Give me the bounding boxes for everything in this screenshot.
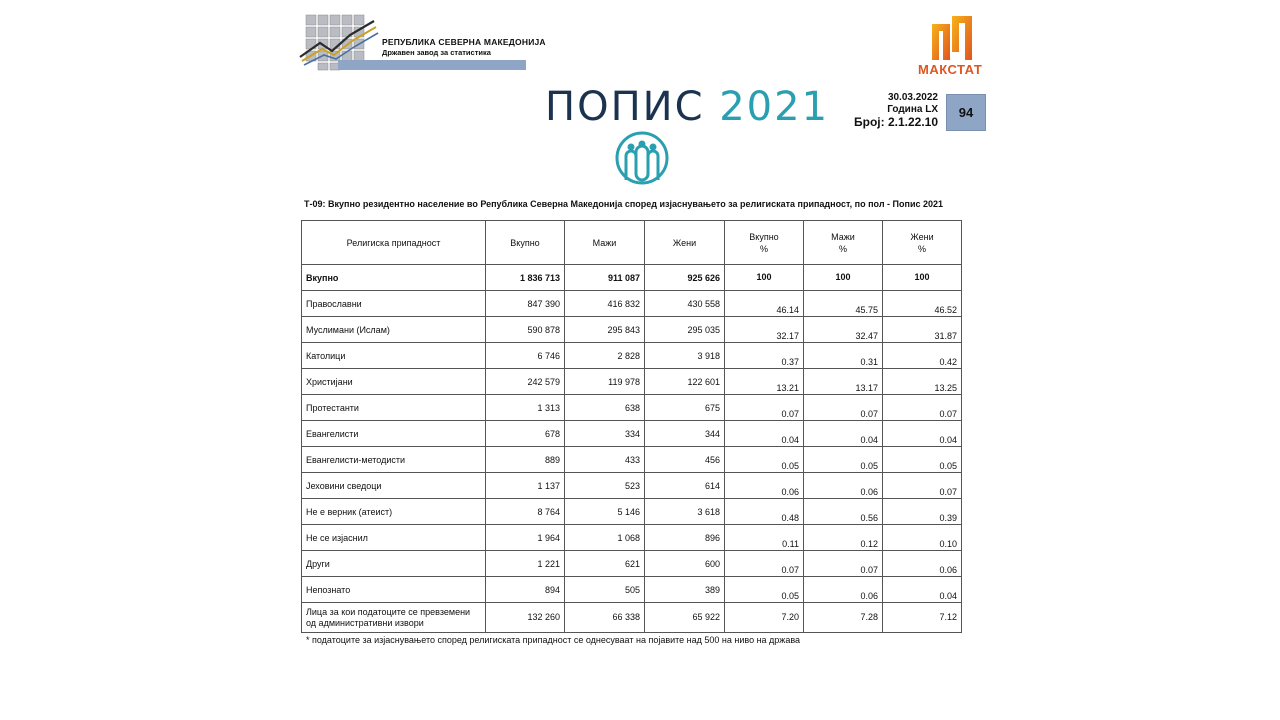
row-label: Православни [302, 291, 486, 317]
table-row [302, 525, 962, 551]
row-label: Католици [302, 343, 486, 369]
row-label: Други [302, 551, 486, 577]
table-row [302, 291, 962, 317]
cell-male: 5 146 [565, 499, 645, 525]
cell-female: 456 [645, 447, 725, 473]
cell-female: 344 [645, 421, 725, 447]
cell-total: 1 313 [486, 395, 565, 421]
cell-total-pct: 0.37 [725, 343, 804, 369]
table-row [302, 343, 962, 369]
cell-female-pct: 13.25 [883, 369, 962, 395]
cell-female: 600 [645, 551, 725, 577]
row-label: Вкупно [302, 265, 486, 291]
table-row [302, 395, 962, 421]
cell-female-pct: 0.04 [883, 421, 962, 447]
row-label: Не е верник (атеист) [302, 499, 486, 525]
cell-total: 8 764 [486, 499, 565, 525]
cell-female: 3 618 [645, 499, 725, 525]
cell-total-pct: 13.21 [725, 369, 804, 395]
cell-female-pct: 0.04 [883, 577, 962, 603]
cell-total-pct: 0.06 [725, 473, 804, 499]
cell-male-pct: 0.06 [804, 577, 883, 603]
cell-male: 1 068 [565, 525, 645, 551]
cell-male: 2 828 [565, 343, 645, 369]
cell-female-pct: 0.42 [883, 343, 962, 369]
cell-total: 6 746 [486, 343, 565, 369]
bulletin-meta [830, 92, 938, 128]
cell-male-pct: 0.05 [804, 447, 883, 473]
col-header-female-pct: Жени % [883, 221, 962, 265]
cell-female-pct: 7.12 [883, 603, 962, 633]
org-name: РЕПУБЛИКА СЕВЕРНА МАКЕДОНИЈА [382, 37, 546, 47]
cell-female: 389 [645, 577, 725, 603]
cell-total-pct: 46.14 [725, 291, 804, 317]
cell-male: 416 832 [565, 291, 645, 317]
cell-total-pct: 0.07 [725, 551, 804, 577]
row-label: Евангелисти [302, 421, 486, 447]
cell-female: 122 601 [645, 369, 725, 395]
census-title-word: ПОПИС [545, 84, 705, 130]
issue-date: 30.03.2022 [887, 92, 938, 103]
cell-female-pct: 0.07 [883, 473, 962, 499]
footnote: * податоците за изјаснувањето според религиската припадност се однесуваат на појавите над 500 на ниво на држава [306, 635, 801, 645]
cell-total: 889 [486, 447, 565, 473]
makstat-logo-icon [928, 16, 974, 60]
cell-female: 65 922 [645, 603, 725, 633]
table-row [302, 551, 962, 577]
row-label: Муслимани (Ислам) [302, 317, 486, 343]
col-header-male: Мажи [565, 221, 645, 265]
cell-female: 675 [645, 395, 725, 421]
cell-total: 242 579 [486, 369, 565, 395]
religion-table [301, 220, 962, 633]
cell-female-pct: 31.87 [883, 317, 962, 343]
table-row [302, 603, 962, 633]
col-header-female: Жени [645, 221, 725, 265]
table-row [302, 473, 962, 499]
cell-male: 505 [565, 577, 645, 603]
cell-male-pct: 0.07 [804, 551, 883, 577]
table-row [302, 421, 962, 447]
table-row [302, 577, 962, 603]
org-subtitle: Државен завод за статистика [382, 48, 491, 57]
table-header-row [302, 221, 962, 265]
cell-total-pct: 0.05 [725, 577, 804, 603]
cell-male: 911 087 [565, 265, 645, 291]
cell-total: 1 221 [486, 551, 565, 577]
cell-male-pct: 0.56 [804, 499, 883, 525]
cell-male: 66 338 [565, 603, 645, 633]
cell-total: 847 390 [486, 291, 565, 317]
cell-female-pct: 0.39 [883, 499, 962, 525]
issue-year: Година LX [887, 104, 938, 115]
cell-total-pct: 32.17 [725, 317, 804, 343]
census-people-icon [612, 130, 672, 186]
cell-male: 334 [565, 421, 645, 447]
cell-total: 132 260 [486, 603, 565, 633]
cell-male: 433 [565, 447, 645, 473]
cell-male: 119 978 [565, 369, 645, 395]
cell-total-pct: 0.11 [725, 525, 804, 551]
cell-male: 295 843 [565, 317, 645, 343]
cell-female: 614 [645, 473, 725, 499]
col-header-total: Вкупно [486, 221, 565, 265]
row-label: Протестанти [302, 395, 486, 421]
cell-total-pct: 0.04 [725, 421, 804, 447]
cell-male: 621 [565, 551, 645, 577]
cell-male-pct: 32.47 [804, 317, 883, 343]
cell-male: 638 [565, 395, 645, 421]
cell-total: 894 [486, 577, 565, 603]
col-header-male-pct: Мажи % [804, 221, 883, 265]
cell-female-pct: 100 [883, 265, 962, 291]
row-label: Не се изјаснил [302, 525, 486, 551]
col-header-total-pct: Вкупно % [725, 221, 804, 265]
cell-female: 430 558 [645, 291, 725, 317]
cell-female: 295 035 [645, 317, 725, 343]
table-row [302, 499, 962, 525]
col-header-religion: Религиска припадност [302, 221, 486, 265]
cell-total: 678 [486, 421, 565, 447]
cell-male-pct: 0.31 [804, 343, 883, 369]
census-title [545, 84, 829, 130]
table-row [302, 317, 962, 343]
cell-male-pct: 0.07 [804, 395, 883, 421]
org-divider-bar [338, 60, 526, 70]
cell-male-pct: 13.17 [804, 369, 883, 395]
cell-male-pct: 0.06 [804, 473, 883, 499]
row-label: Евангелисти-методисти [302, 447, 486, 473]
cell-female: 3 918 [645, 343, 725, 369]
row-label: Непознато [302, 577, 486, 603]
table-title: Т-09: Вкупно резидентно население во Република Северна Македонија според изјаснувањето за религиската припадност, по пол - Попис 2021 [304, 199, 944, 209]
cell-male-pct: 45.75 [804, 291, 883, 317]
cell-total: 590 878 [486, 317, 565, 343]
cell-female-pct: 46.52 [883, 291, 962, 317]
cell-male-pct: 0.12 [804, 525, 883, 551]
cell-total-pct: 0.05 [725, 447, 804, 473]
table-row [302, 369, 962, 395]
cell-total-pct: 0.48 [725, 499, 804, 525]
cell-female-pct: 0.10 [883, 525, 962, 551]
cell-male: 523 [565, 473, 645, 499]
cell-male-pct: 7.28 [804, 603, 883, 633]
cell-total-pct: 7.20 [725, 603, 804, 633]
cell-female-pct: 0.05 [883, 447, 962, 473]
cell-total-pct: 100 [725, 265, 804, 291]
census-title-year: 2021 [719, 84, 830, 130]
row-label: Христијани [302, 369, 486, 395]
cell-female-pct: 0.07 [883, 395, 962, 421]
row-label: Јеховини сведоци [302, 473, 486, 499]
row-label: Лица за кои податоците се превземени од административни извори [302, 603, 486, 633]
cell-female: 925 626 [645, 265, 725, 291]
cell-male-pct: 100 [804, 265, 883, 291]
makstat-wordmark: МАКСТАТ [918, 62, 983, 77]
issue-number: Број: 2.1.22.10 [854, 115, 938, 129]
cell-female-pct: 0.06 [883, 551, 962, 577]
cell-total: 1 836 713 [486, 265, 565, 291]
cell-female: 896 [645, 525, 725, 551]
cell-total: 1 137 [486, 473, 565, 499]
table-row-total [302, 265, 962, 291]
table-row [302, 447, 962, 473]
cell-total: 1 964 [486, 525, 565, 551]
cell-male-pct: 0.04 [804, 421, 883, 447]
cell-total-pct: 0.07 [725, 395, 804, 421]
page-number-badge: 94 [946, 94, 986, 131]
